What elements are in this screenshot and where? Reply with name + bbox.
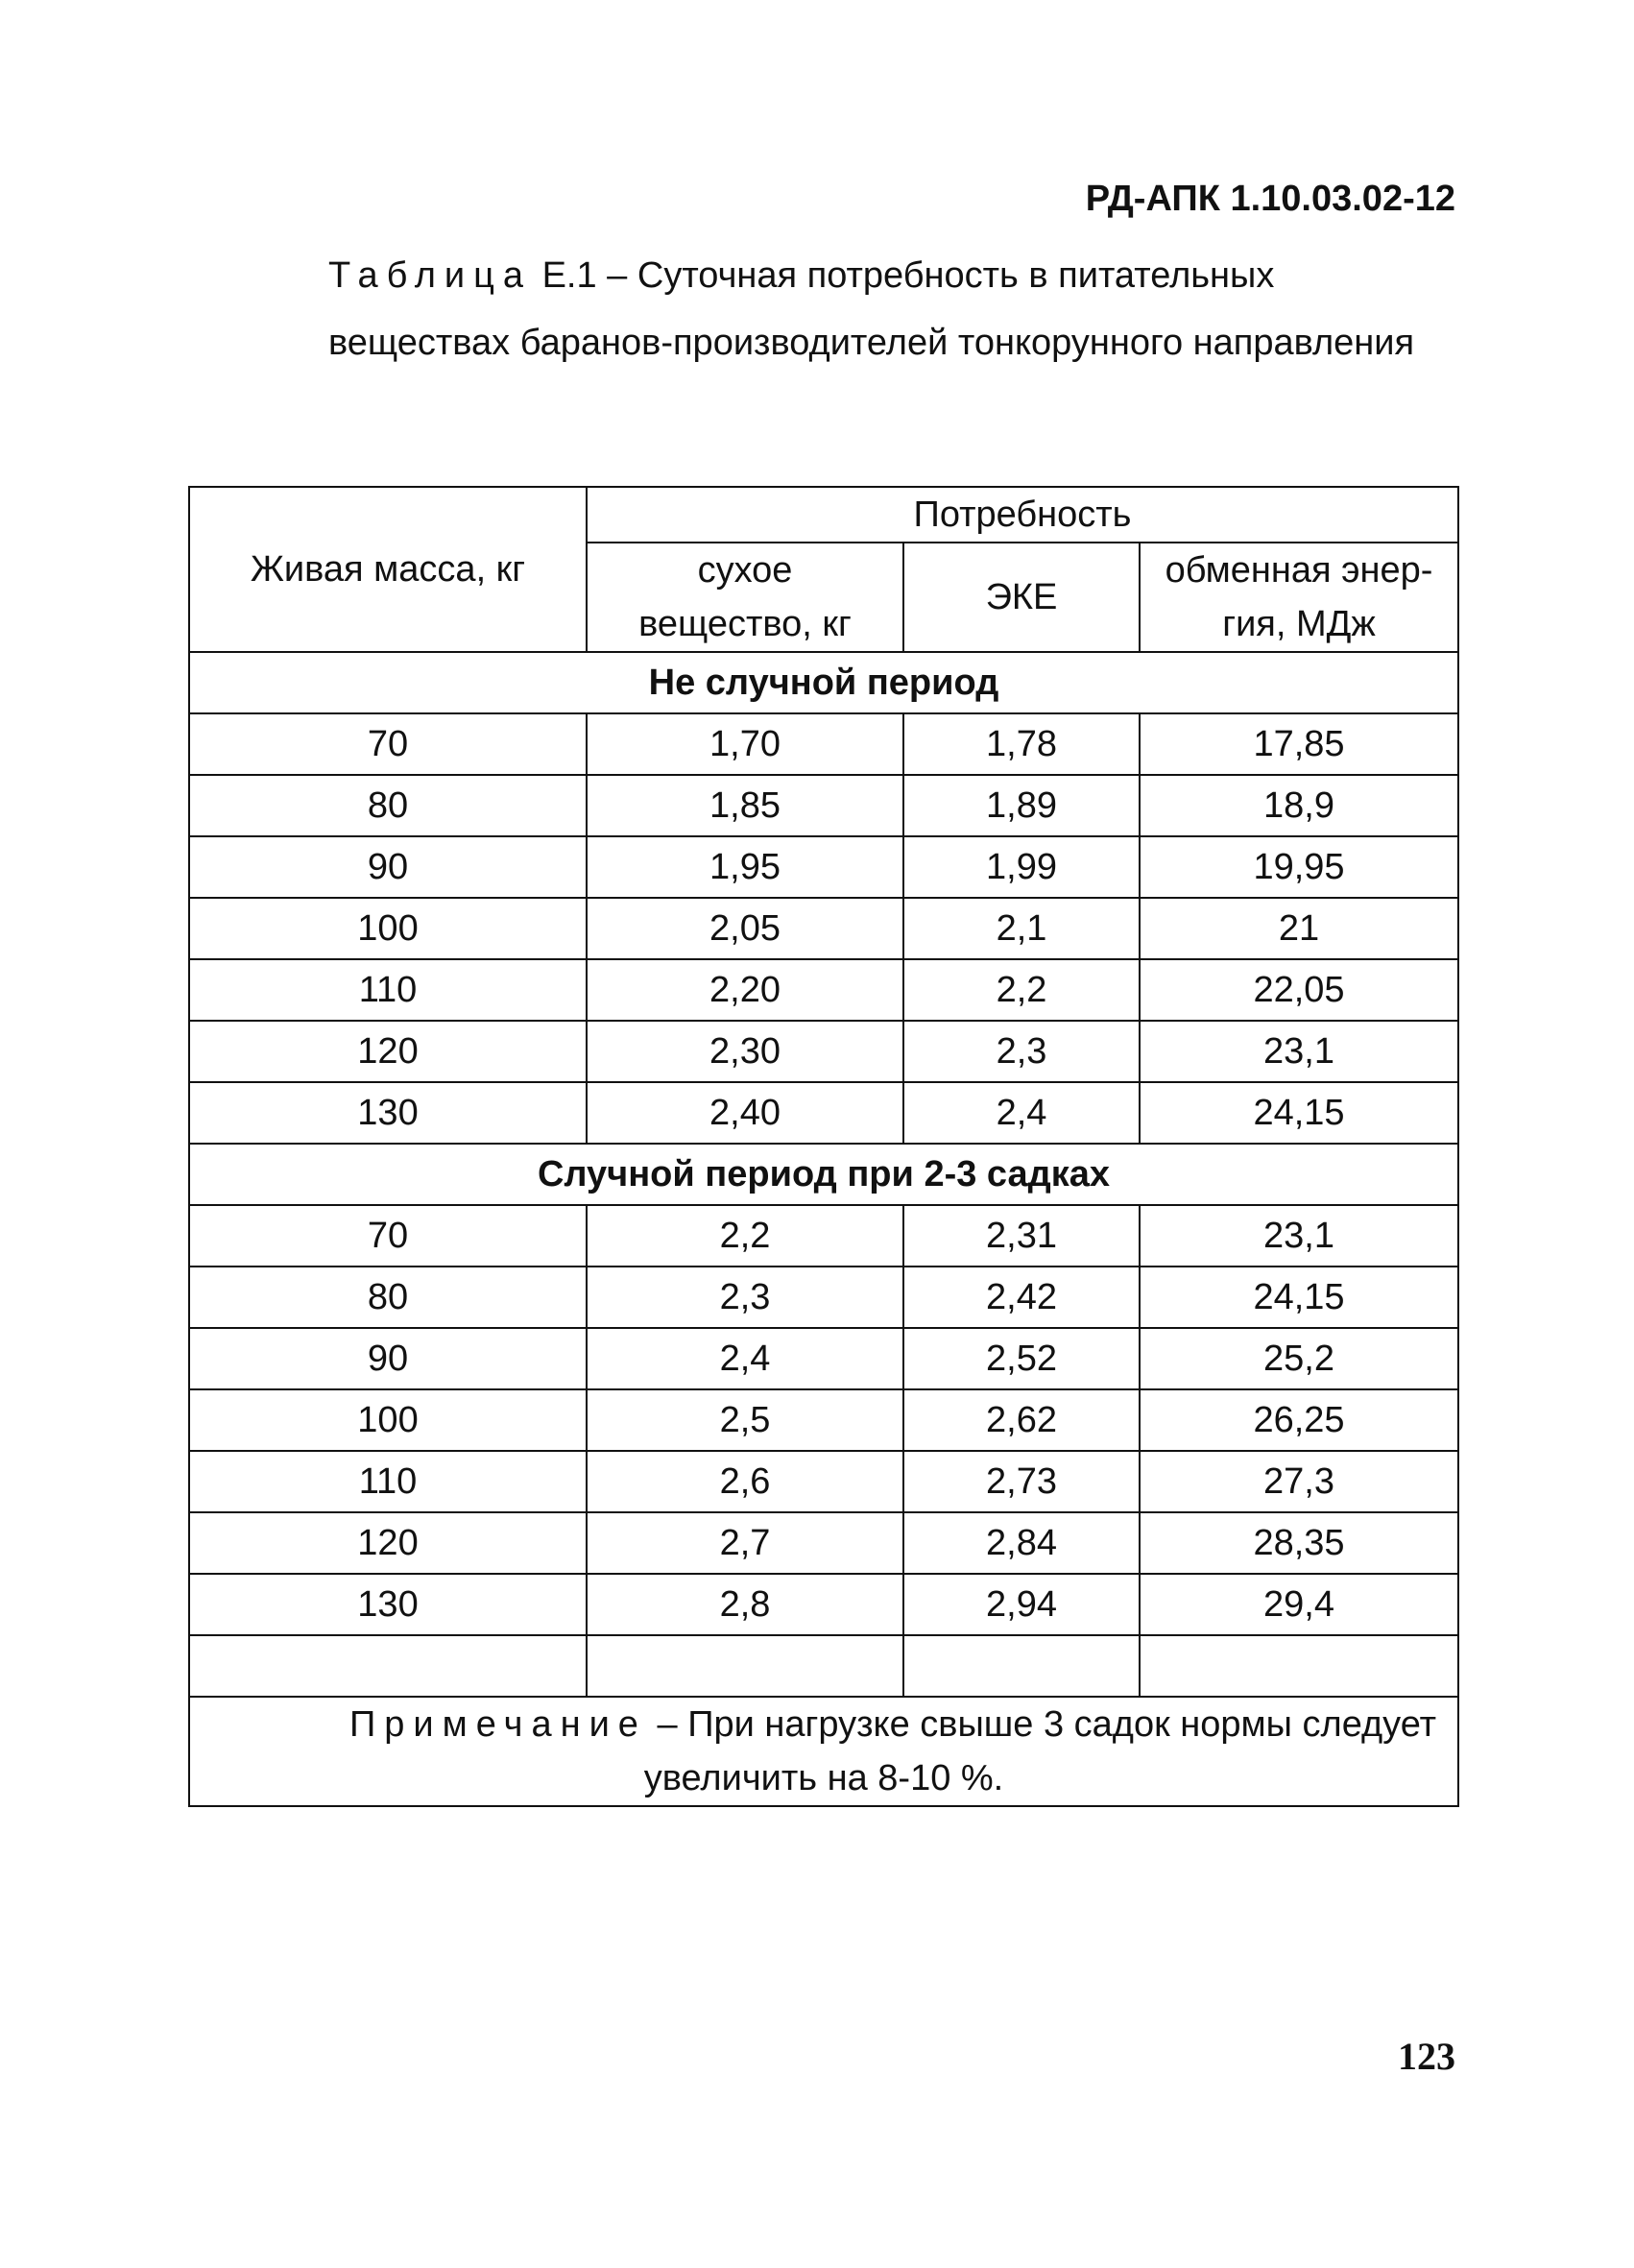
table-row <box>189 959 1458 1021</box>
table-row <box>189 1574 1458 1635</box>
cell-mass: 110 <box>189 959 587 1021</box>
cell-dry-matter: 1,70 <box>587 713 903 775</box>
cell-mass: 100 <box>189 898 587 959</box>
cell-mass: 90 <box>189 836 587 898</box>
col-header-requirement: Потребность <box>587 487 1458 543</box>
cell-eke: 2,31 <box>903 1205 1140 1267</box>
note-row <box>189 1697 1458 1806</box>
table-row <box>189 713 1458 775</box>
cell-dry-matter: 2,05 <box>587 898 903 959</box>
table-note <box>189 1697 1458 1806</box>
energy-line1: обменная энер- <box>1165 550 1433 591</box>
table-row <box>189 1205 1458 1267</box>
table-row <box>189 898 1458 959</box>
col-header-dry-matter <box>587 543 903 652</box>
section-row <box>189 652 1458 713</box>
caption-text: Суточная потребность в питательных веществах баранов-производителей тонкорунного направления <box>328 255 1415 363</box>
cell-eke: 2,2 <box>903 959 1140 1021</box>
empty-cell <box>189 1635 587 1697</box>
cell-dry-matter: 2,2 <box>587 1205 903 1267</box>
cell-dry-matter: 2,5 <box>587 1389 903 1451</box>
cell-mass: 70 <box>189 713 587 775</box>
cell-mass: 120 <box>189 1512 587 1574</box>
cell-mass: 120 <box>189 1021 587 1082</box>
table-row <box>189 1512 1458 1574</box>
note-label: Примечание <box>348 1704 647 1745</box>
cell-energy: 22,05 <box>1140 959 1458 1021</box>
cell-dry-matter: 2,8 <box>587 1574 903 1635</box>
section-title: Случной период при 2-3 садках <box>189 1144 1458 1205</box>
cell-eke: 1,89 <box>903 775 1140 836</box>
cell-eke: 2,4 <box>903 1082 1140 1144</box>
cell-energy: 25,2 <box>1140 1328 1458 1389</box>
note-text: При нагрузке свыше 3 садок нормы следует увеличить на 8-10 %. <box>643 1704 1437 1798</box>
nutrient-requirements-table <box>188 486 1459 1807</box>
cell-energy: 23,1 <box>1140 1021 1458 1082</box>
note-dash: – <box>657 1704 678 1745</box>
cell-mass: 80 <box>189 775 587 836</box>
cell-mass: 80 <box>189 1267 587 1328</box>
cell-energy: 24,15 <box>1140 1082 1458 1144</box>
cell-eke: 2,94 <box>903 1574 1140 1635</box>
cell-energy: 18,9 <box>1140 775 1458 836</box>
cell-eke: 1,99 <box>903 836 1140 898</box>
cell-energy: 27,3 <box>1140 1451 1458 1512</box>
col-header-live-mass: Живая масса, кг <box>189 487 587 652</box>
table-row <box>189 1389 1458 1451</box>
table-caption <box>328 242 1461 376</box>
energy-line2: гия, МДж <box>1222 604 1376 644</box>
cell-dry-matter: 2,7 <box>587 1512 903 1574</box>
cell-dry-matter: 2,4 <box>587 1328 903 1389</box>
caption-label: Таблица <box>328 255 532 296</box>
empty-cell <box>1140 1635 1458 1697</box>
cell-energy: 29,4 <box>1140 1574 1458 1635</box>
cell-energy: 23,1 <box>1140 1205 1458 1267</box>
table-row <box>189 1328 1458 1389</box>
table-row <box>189 1082 1458 1144</box>
cell-dry-matter: 2,30 <box>587 1021 903 1082</box>
cell-energy: 24,15 <box>1140 1267 1458 1328</box>
cell-eke: 2,1 <box>903 898 1140 959</box>
dry-matter-line2: вещество, кг <box>638 604 852 644</box>
empty-cell <box>587 1635 903 1697</box>
table-row <box>189 1267 1458 1328</box>
cell-eke: 2,52 <box>903 1328 1140 1389</box>
header-row <box>189 487 1458 543</box>
cell-eke: 2,84 <box>903 1512 1140 1574</box>
section-title: Не случной период <box>189 652 1458 713</box>
cell-eke: 2,62 <box>903 1389 1140 1451</box>
empty-row <box>189 1635 1458 1697</box>
cell-energy: 21 <box>1140 898 1458 959</box>
section-row <box>189 1144 1458 1205</box>
col-header-eke: ЭКЕ <box>903 543 1140 652</box>
page-number: 123 <box>1398 2035 1455 2078</box>
cell-eke: 2,3 <box>903 1021 1140 1082</box>
cell-mass: 90 <box>189 1328 587 1389</box>
cell-energy: 28,35 <box>1140 1512 1458 1574</box>
cell-mass: 70 <box>189 1205 587 1267</box>
col-header-metabolic-energy <box>1140 543 1458 652</box>
table-row <box>189 775 1458 836</box>
cell-energy: 26,25 <box>1140 1389 1458 1451</box>
caption-dash: – <box>607 255 628 296</box>
table-row <box>189 836 1458 898</box>
cell-dry-matter: 2,3 <box>587 1267 903 1328</box>
cell-energy: 19,95 <box>1140 836 1458 898</box>
cell-dry-matter: 1,95 <box>587 836 903 898</box>
cell-dry-matter: 2,6 <box>587 1451 903 1512</box>
dry-matter-line1: сухое <box>697 550 793 591</box>
cell-mass: 110 <box>189 1451 587 1512</box>
table-row <box>189 1451 1458 1512</box>
cell-mass: 100 <box>189 1389 587 1451</box>
cell-energy: 17,85 <box>1140 713 1458 775</box>
cell-eke: 2,73 <box>903 1451 1140 1512</box>
cell-eke: 1,78 <box>903 713 1140 775</box>
cell-dry-matter: 2,20 <box>587 959 903 1021</box>
table-row <box>189 1021 1458 1082</box>
cell-dry-matter: 1,85 <box>587 775 903 836</box>
caption-number: Е.1 <box>541 255 597 296</box>
document-code: РД-АПК 1.10.03.02-12 <box>1085 179 1455 219</box>
cell-mass: 130 <box>189 1574 587 1635</box>
cell-eke: 2,42 <box>903 1267 1140 1328</box>
cell-dry-matter: 2,40 <box>587 1082 903 1144</box>
cell-mass: 130 <box>189 1082 587 1144</box>
empty-cell <box>903 1635 1140 1697</box>
